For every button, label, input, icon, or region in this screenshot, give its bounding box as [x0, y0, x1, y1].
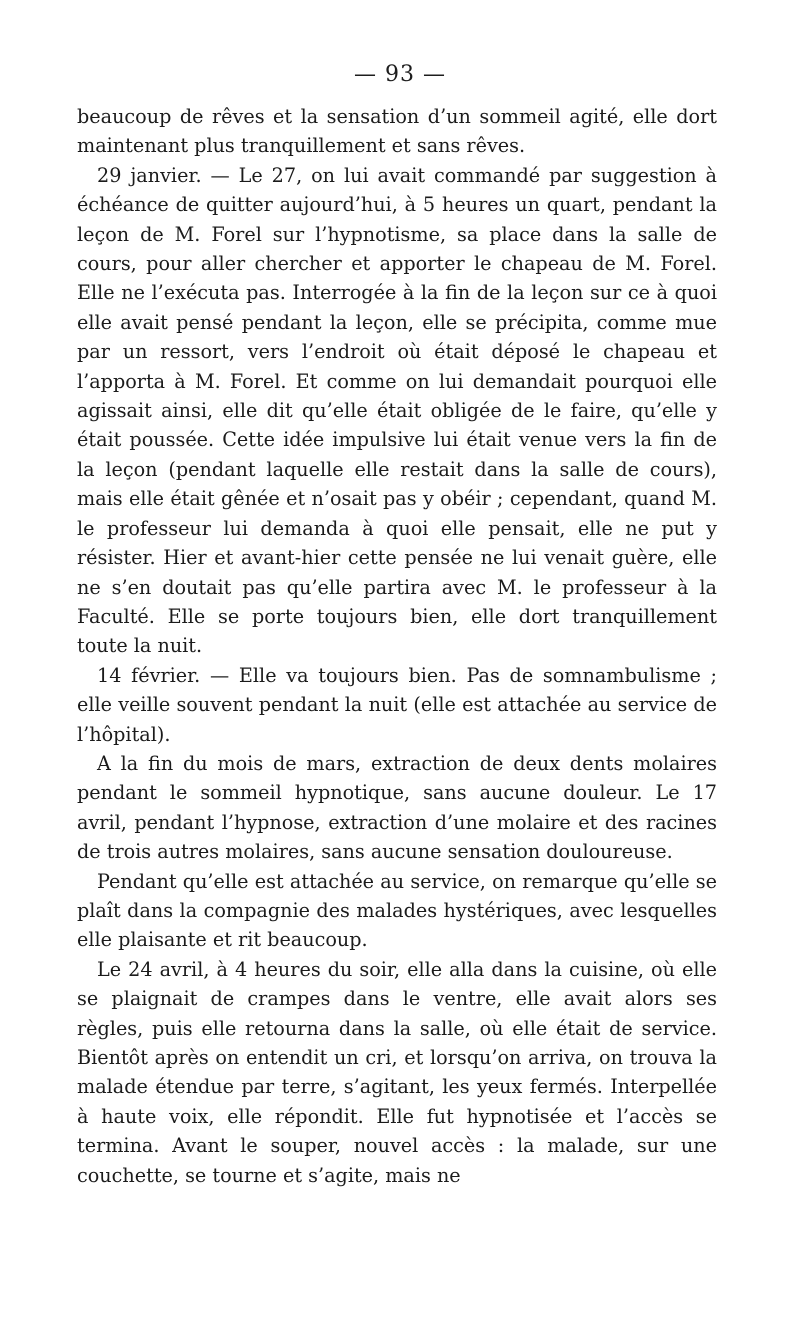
paragraph-24-avril: Le 24 avril, à 4 heures du soir, elle alla dans la cuisine, où elle se plaignait de crampes dans le ventre, elle avait alors ses règles, puis elle retourna dans la salle, où elle était de service. Bientôt après on entendit un cri, et lorsqu’on arriva, on trouva la malade étendue par terre, s’agitant, les yeux fermés. Interpellée à haute voix, elle répondit. Elle fut hypnotisée et l’accès se termina. Avant le souper, nouvel accès : la malade, sur une couchette, se tourne et s’agite, mais ne	[77, 957, 717, 1187]
paragraph-mars-avril-extraction: A la fin du mois de mars, extraction de deux dents molaires pendant le sommeil hypnotique, sans aucune douleur. Le 17 avril, pendant l’hypnose, extraction d’une molaire et des racines de trois autres molaires, sans aucune sensation douloureuse.	[77, 751, 717, 864]
paragraph-14-fevrier: 14 février. — Elle va toujours bien. Pas de somnambulisme ; elle veille souvent pendant la nuit (elle est attachée au service de l’hôpital).	[77, 663, 717, 746]
body-text	[77, 102, 717, 1190]
paragraph-29-janvier: 29 janvier. — Le 27, on lui avait commandé par suggestion à échéance de quitter aujourd’hui, à 5 heures un quart, pendant la leçon de M. Forel sur l’hypnotisme, sa place dans la salle de cours, pour aller chercher et apporter le chapeau de M. Forel. Elle ne l’exécuta pas. Interrogée à la fin de la leçon sur ce à quoi elle avait pensé pendant la leçon, elle se précipita, comme mue par un ressort, vers l’endroit où était déposé le chapeau et l’apporta à M. Forel. Et comme on lui demandait pourquoi elle agissait ainsi, elle dit qu’elle était obligée de le faire, qu’elle y était poussée. Cette idée impulsive lui était venue vers la fin de la leçon (pendant laquelle elle restait dans la salle de cours), mais elle était gênée et n’osait pas y obéir ; cependant, quand M. le professeur lui demanda à quoi elle pensait, elle ne put y résister. Hier et avant-hier cette pensée ne lui venait guère, elle ne s’en doutait pas qu’elle partira avec M. le professeur à la Faculté. Elle se porte toujours bien, elle dort tranquillement toute la nuit.	[77, 163, 717, 658]
paragraph-service: Pendant qu’elle est attachée au service, on remarque qu’elle se plaît dans la compagnie des malades hystériques, avec lesquelles elle plaisante et rit beaucoup.	[77, 869, 717, 952]
paragraph-continuation: beaucoup de rêves et la sensation d’un sommeil agité, elle dort maintenant plus tranquillement et sans rêves.	[77, 105, 717, 158]
page-number: — 93 —	[354, 62, 446, 87]
